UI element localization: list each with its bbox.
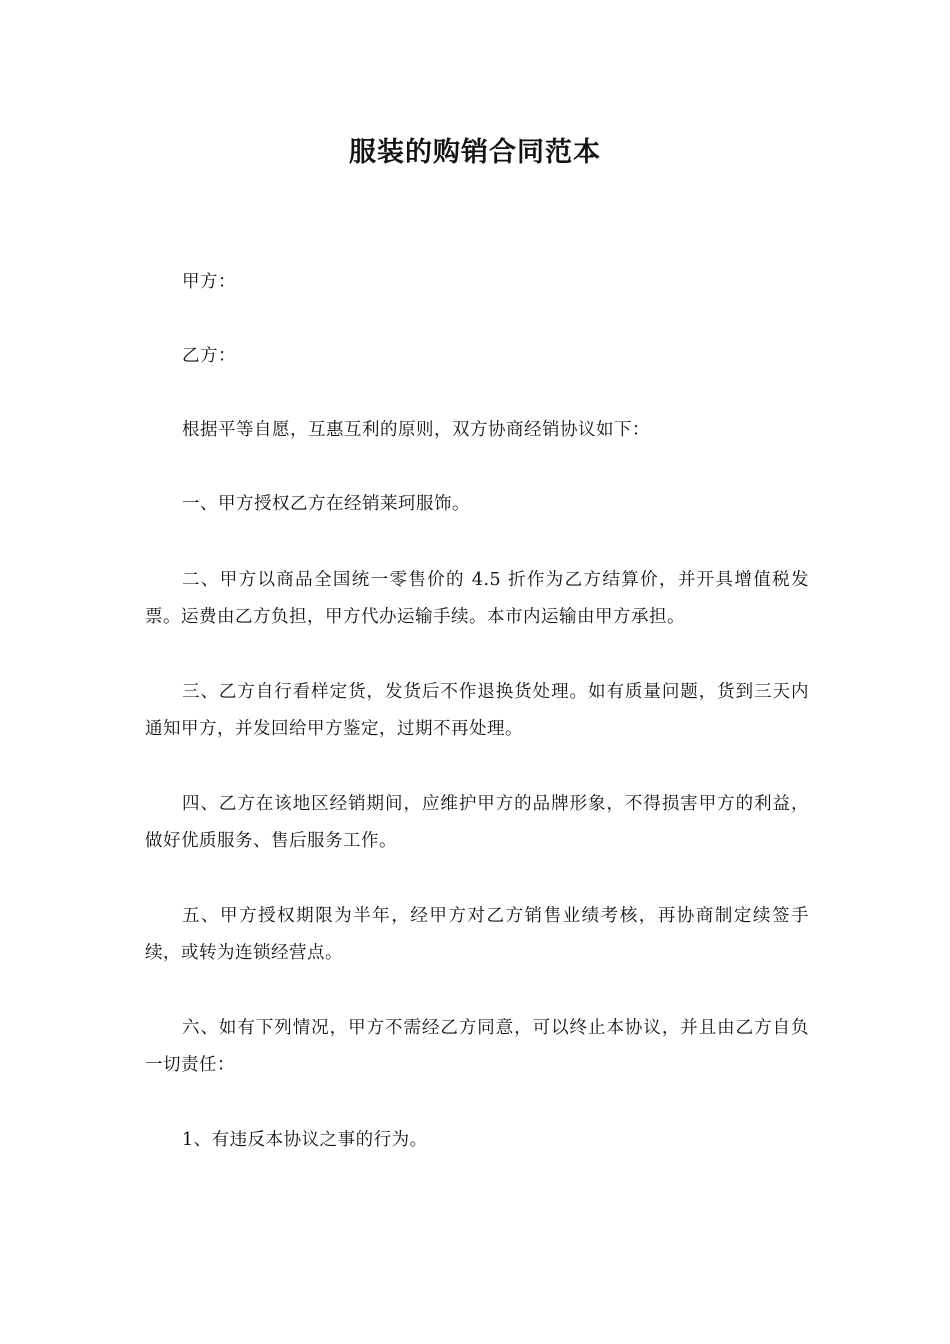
clause-2: 二、甲方以商品全国统一零售价的 4.5 折作为乙方结算价，并开具增值税发票。运费由乙方负担，甲方代办运输手续。本市内运输由甲方承担。 — [145, 570, 809, 627]
clause-6: 六、如有下列情况，甲方不需经乙方同意，可以终止本协议，并且由乙方自负一切责任： — [145, 1018, 809, 1075]
clause-5: 五、甲方授权期限为半年，经甲方对乙方销售业绩考核，再协商制定续签手续，或转为连锁经营点。 — [145, 906, 809, 963]
document-title: 服装的购销合同范本 — [349, 137, 601, 168]
clause-6-item-1: 1、有违反本协议之事的行为。 — [182, 1130, 428, 1150]
party-a-line: 甲方： — [182, 272, 236, 292]
intro-paragraph: 根据平等自愿，互惠互利的原则，双方协商经销协议如下： — [182, 420, 650, 440]
clause-1: 一、甲方授权乙方在经销莱珂服饰。 — [182, 494, 470, 514]
clause-4: 四、乙方在该地区经销期间，应维护甲方的品牌形象，不得损害甲方的利益，做好优质服务、售后服务工作。 — [145, 794, 809, 851]
clause-3: 三、乙方自行看样定货，发货后不作退换货处理。如有质量问题，货到三天内通知甲方，并发回给甲方鉴定，过期不再处理。 — [145, 682, 809, 739]
party-b-line: 乙方： — [182, 346, 236, 366]
